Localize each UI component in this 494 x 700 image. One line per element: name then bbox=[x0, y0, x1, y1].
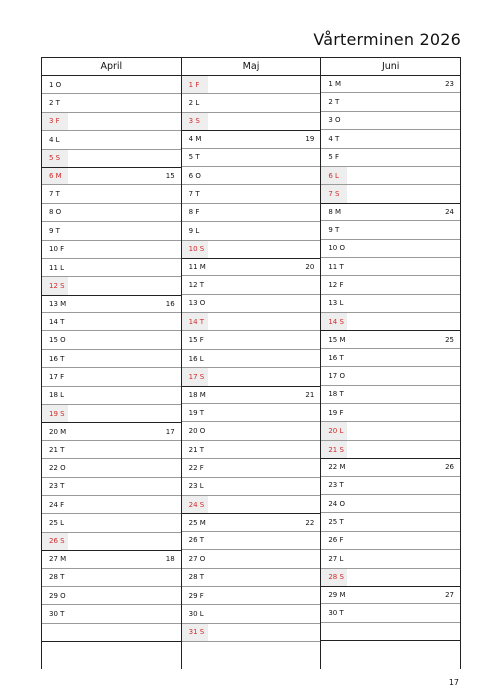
day-row bbox=[182, 459, 321, 477]
day-row bbox=[182, 386, 321, 404]
month-column-april bbox=[42, 58, 182, 669]
day-label: 16 T bbox=[49, 354, 65, 363]
day-row bbox=[321, 532, 460, 550]
day-label: 2 T bbox=[328, 98, 340, 107]
day-row bbox=[182, 513, 321, 531]
week-number: 23 bbox=[445, 80, 455, 89]
day-row bbox=[42, 533, 181, 551]
day-label: 29 F bbox=[188, 591, 204, 600]
week-number: 16 bbox=[165, 299, 175, 308]
month-header: Maj bbox=[182, 58, 321, 76]
day-label: 13 L bbox=[328, 299, 344, 308]
day-label: 4 M bbox=[188, 135, 202, 144]
day-row bbox=[182, 441, 321, 459]
day-row bbox=[321, 404, 460, 422]
day-row bbox=[182, 204, 321, 222]
week-number: 15 bbox=[165, 172, 175, 181]
page-number: 17 bbox=[448, 678, 459, 687]
day-label: 30 T bbox=[328, 609, 344, 618]
day-row bbox=[321, 330, 460, 348]
day-label: 6 L bbox=[321, 167, 347, 184]
day-label: 6 M bbox=[42, 168, 68, 184]
day-label: 4 L bbox=[49, 135, 60, 144]
day-row bbox=[42, 222, 181, 240]
month-column-juni bbox=[321, 58, 461, 669]
day-label: 27 L bbox=[328, 554, 344, 563]
day-row bbox=[42, 550, 181, 568]
day-label: 12 F bbox=[328, 280, 344, 289]
day-row bbox=[321, 240, 460, 258]
day-label: 13 M bbox=[49, 299, 67, 308]
day-label: 18 M bbox=[188, 390, 206, 399]
day-label: 12 T bbox=[188, 280, 205, 289]
day-label: 2 L bbox=[188, 99, 200, 108]
day-row bbox=[42, 605, 181, 623]
day-row bbox=[182, 76, 321, 94]
day-label: 18 L bbox=[49, 391, 65, 400]
page-title: Vårterminen 2026 bbox=[313, 30, 461, 49]
day-label: 8 F bbox=[188, 208, 200, 217]
day-label: 20 O bbox=[188, 427, 206, 436]
day-label: 26 S bbox=[42, 533, 68, 550]
day-row bbox=[182, 368, 321, 386]
month-column-maj bbox=[182, 58, 322, 669]
day-label: 14 T bbox=[49, 317, 65, 326]
day-row bbox=[42, 76, 181, 94]
day-row bbox=[182, 404, 321, 422]
day-row bbox=[321, 93, 460, 111]
calendar-grid bbox=[41, 57, 461, 669]
day-label: 14 S bbox=[321, 313, 347, 330]
day-label: 22 M bbox=[328, 463, 346, 472]
day-row bbox=[321, 495, 460, 513]
day-row bbox=[182, 350, 321, 368]
day-label: 25 M bbox=[188, 518, 206, 527]
day-row bbox=[321, 203, 460, 221]
day-row bbox=[182, 113, 321, 131]
day-label: 8 M bbox=[328, 207, 342, 216]
day-label: 17 O bbox=[328, 371, 345, 380]
day-row bbox=[182, 185, 321, 203]
day-label: 1 M bbox=[328, 80, 342, 89]
week-number: 24 bbox=[445, 207, 455, 216]
day-row bbox=[321, 586, 460, 604]
day-row bbox=[182, 149, 321, 167]
week-number: 18 bbox=[165, 555, 175, 564]
month-header: Juni bbox=[321, 58, 460, 76]
day-row bbox=[42, 241, 181, 259]
day-label: 25 L bbox=[49, 519, 65, 528]
day-row bbox=[182, 222, 321, 240]
day-row bbox=[321, 167, 460, 185]
day-row bbox=[182, 496, 321, 514]
day-label: 28 T bbox=[188, 573, 205, 582]
day-label: 10 F bbox=[49, 245, 65, 254]
day-row bbox=[182, 276, 321, 294]
day-label: 24 S bbox=[182, 496, 208, 513]
day-label: 20 M bbox=[49, 427, 67, 436]
day-label: 31 S bbox=[182, 624, 208, 641]
day-row bbox=[42, 441, 181, 459]
day-label: 21 S bbox=[321, 441, 347, 458]
day-row bbox=[182, 587, 321, 605]
day-row bbox=[321, 112, 460, 130]
day-label: 14 T bbox=[182, 313, 208, 330]
day-label: 24 O bbox=[328, 499, 345, 508]
day-row bbox=[321, 349, 460, 367]
day-row bbox=[321, 458, 460, 476]
day-label: 10 S bbox=[182, 241, 208, 258]
day-row bbox=[321, 569, 460, 587]
day-label: 28 T bbox=[49, 573, 65, 582]
day-row bbox=[321, 185, 460, 203]
day-row bbox=[321, 258, 460, 276]
empty-row bbox=[42, 624, 181, 642]
day-row bbox=[182, 130, 321, 148]
day-row bbox=[42, 514, 181, 532]
week-number: 26 bbox=[445, 463, 455, 472]
day-label: 3 S bbox=[182, 113, 208, 130]
day-row bbox=[321, 221, 460, 239]
day-label: 15 O bbox=[49, 336, 66, 345]
day-label: 20 L bbox=[321, 422, 347, 439]
day-label: 21 T bbox=[188, 445, 205, 454]
day-label: 1 F bbox=[182, 76, 208, 93]
day-label: 5 F bbox=[328, 153, 340, 162]
day-row bbox=[42, 368, 181, 386]
day-row bbox=[42, 496, 181, 514]
day-label: 19 T bbox=[188, 408, 205, 417]
day-row bbox=[182, 295, 321, 313]
day-label: 23 L bbox=[188, 482, 204, 491]
week-number: 21 bbox=[305, 390, 315, 399]
day-label: 4 T bbox=[328, 134, 340, 143]
day-label: 10 O bbox=[328, 244, 345, 253]
day-label: 13 O bbox=[188, 299, 206, 308]
week-number: 19 bbox=[305, 135, 315, 144]
day-label: 18 T bbox=[328, 390, 344, 399]
day-row bbox=[321, 477, 460, 495]
day-row bbox=[42, 387, 181, 405]
day-label: 17 S bbox=[182, 368, 208, 385]
day-row bbox=[182, 94, 321, 112]
day-row bbox=[321, 386, 460, 404]
day-label: 9 T bbox=[49, 226, 60, 235]
day-label: 29 M bbox=[328, 591, 346, 600]
day-label: 23 T bbox=[328, 481, 344, 490]
day-row bbox=[321, 441, 460, 459]
day-label: 28 S bbox=[321, 569, 347, 586]
day-row bbox=[182, 550, 321, 568]
day-label: 30 L bbox=[188, 610, 204, 619]
day-label: 5 S bbox=[42, 150, 68, 167]
day-row bbox=[321, 149, 460, 167]
day-label: 22 F bbox=[188, 463, 204, 472]
day-label: 17 F bbox=[49, 372, 65, 381]
day-row bbox=[42, 259, 181, 277]
day-label: 30 T bbox=[49, 610, 65, 619]
day-label: 7 T bbox=[188, 190, 200, 199]
day-row bbox=[42, 113, 181, 131]
day-label: 12 S bbox=[42, 277, 68, 294]
day-label: 23 T bbox=[49, 482, 65, 491]
day-row bbox=[321, 513, 460, 531]
day-row bbox=[321, 367, 460, 385]
day-label: 25 T bbox=[328, 518, 344, 527]
day-row bbox=[182, 258, 321, 276]
day-label: 5 T bbox=[188, 153, 200, 162]
day-row bbox=[182, 167, 321, 185]
day-row bbox=[182, 313, 321, 331]
day-row bbox=[42, 204, 181, 222]
day-row bbox=[321, 75, 460, 93]
week-number: 25 bbox=[445, 335, 455, 344]
day-row bbox=[42, 313, 181, 331]
day-label: 8 O bbox=[49, 208, 62, 217]
day-label: 3 F bbox=[42, 113, 68, 130]
day-row bbox=[182, 478, 321, 496]
day-label: 11 L bbox=[49, 263, 65, 272]
day-row bbox=[182, 605, 321, 623]
day-row bbox=[42, 587, 181, 605]
day-row bbox=[321, 550, 460, 568]
day-row bbox=[182, 241, 321, 259]
week-number: 27 bbox=[445, 591, 455, 600]
day-row bbox=[42, 185, 181, 203]
day-row bbox=[321, 130, 460, 148]
day-label: 1 O bbox=[49, 80, 62, 89]
day-label: 21 T bbox=[49, 445, 65, 454]
empty-row bbox=[321, 623, 460, 641]
day-row bbox=[42, 295, 181, 313]
day-row bbox=[321, 422, 460, 440]
day-row bbox=[42, 167, 181, 185]
day-label: 16 T bbox=[328, 353, 344, 362]
day-label: 22 O bbox=[49, 463, 66, 472]
day-row bbox=[42, 150, 181, 168]
day-label: 27 O bbox=[188, 554, 206, 563]
day-label: 6 O bbox=[188, 171, 201, 180]
week-number: 17 bbox=[165, 427, 175, 436]
day-label: 2 T bbox=[49, 99, 60, 108]
day-row bbox=[42, 331, 181, 349]
day-label: 11 T bbox=[328, 262, 344, 271]
month-header: April bbox=[42, 58, 181, 76]
day-row bbox=[182, 569, 321, 587]
day-label: 16 L bbox=[188, 354, 204, 363]
day-row bbox=[182, 331, 321, 349]
day-row bbox=[42, 277, 181, 295]
day-row bbox=[321, 295, 460, 313]
day-label: 7 T bbox=[49, 190, 60, 199]
day-label: 7 S bbox=[321, 185, 347, 202]
day-label: 9 L bbox=[188, 226, 200, 235]
day-row bbox=[321, 313, 460, 331]
day-label: 26 T bbox=[188, 536, 205, 545]
week-number: 22 bbox=[305, 518, 315, 527]
day-label: 3 O bbox=[328, 116, 341, 125]
day-row bbox=[42, 405, 181, 423]
day-label: 19 S bbox=[42, 405, 68, 422]
day-label: 15 F bbox=[188, 336, 204, 345]
day-label: 9 T bbox=[328, 225, 340, 234]
day-row bbox=[182, 422, 321, 440]
day-row bbox=[42, 131, 181, 149]
day-row bbox=[42, 569, 181, 587]
day-label: 29 O bbox=[49, 591, 66, 600]
day-row bbox=[321, 276, 460, 294]
day-label: 26 F bbox=[328, 536, 344, 545]
day-row bbox=[42, 478, 181, 496]
day-label: 15 M bbox=[328, 335, 346, 344]
day-row bbox=[42, 350, 181, 368]
day-row bbox=[182, 532, 321, 550]
day-row bbox=[42, 94, 181, 112]
day-row bbox=[42, 422, 181, 440]
day-label: 27 M bbox=[49, 555, 67, 564]
day-label: 24 F bbox=[49, 500, 65, 509]
week-number: 20 bbox=[305, 263, 315, 272]
day-row bbox=[321, 604, 460, 622]
day-row bbox=[182, 624, 321, 642]
day-row bbox=[42, 459, 181, 477]
day-label: 19 F bbox=[328, 408, 344, 417]
day-label: 11 M bbox=[188, 263, 206, 272]
